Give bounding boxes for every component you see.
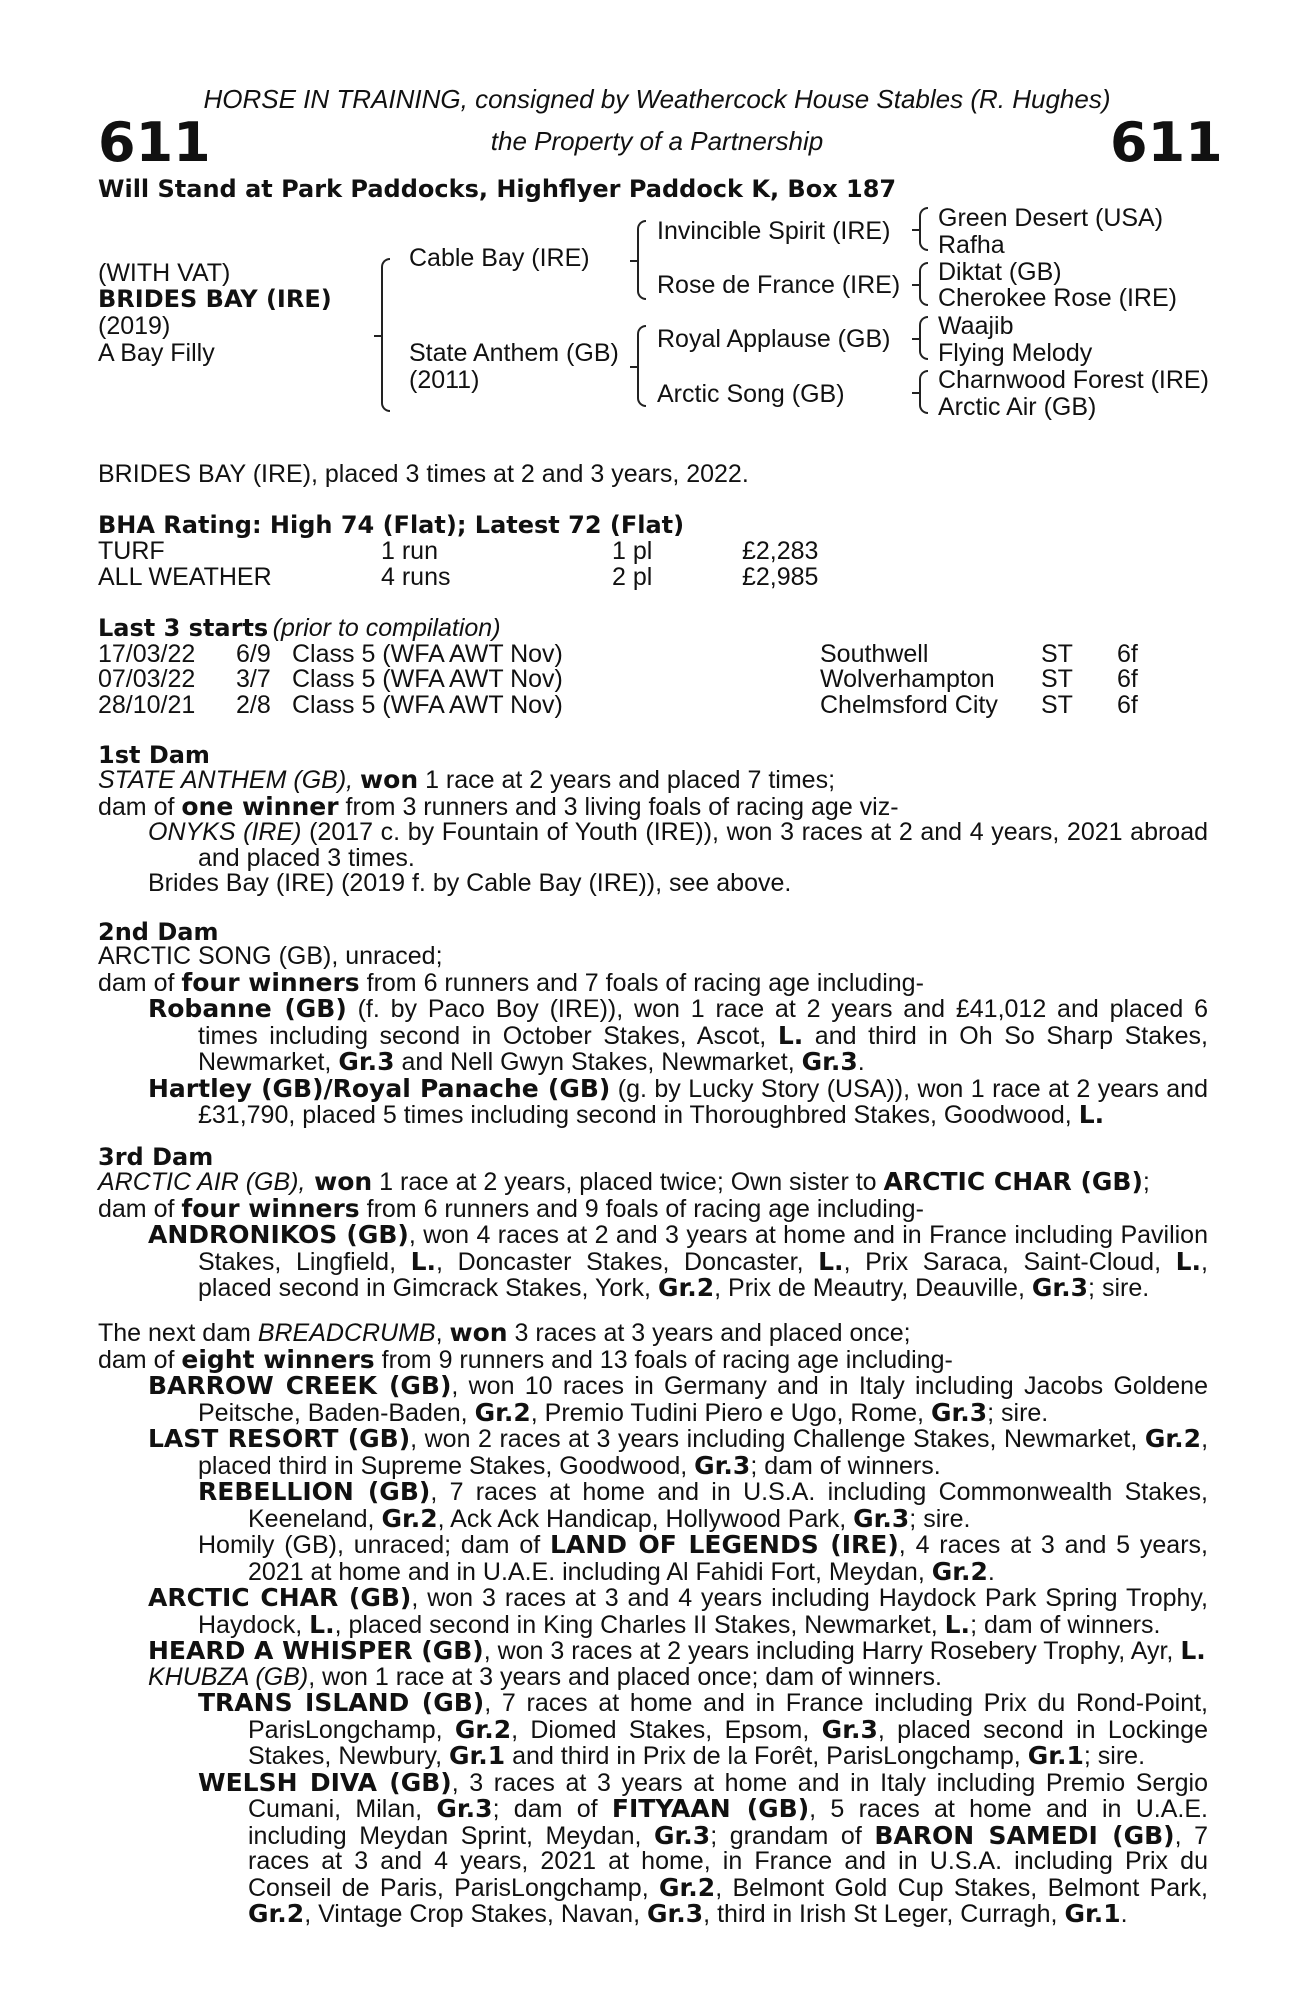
first-dam-foals: from 3 runners and 3 living foals of racing age viz- — [338, 792, 899, 821]
start-race: Class 5 (WFA AWT Nov) — [292, 691, 563, 719]
text: , placed third in Supreme Stakes, Goodwood, — [198, 1425, 1209, 1480]
grade: Gr.3 — [930, 1397, 988, 1427]
produce-homily — [98, 1532, 1208, 1585]
grade: L. — [309, 1609, 335, 1639]
text: ; — [1142, 1168, 1150, 1196]
start-race: Class 5 (WFA AWT Nov) — [292, 665, 563, 693]
text: and third in Prix de la Forêt, ParisLongchamp, — [505, 1742, 1028, 1770]
grade: Gr.3 — [694, 1450, 751, 1480]
start-course: Chelmsford City — [820, 691, 998, 719]
text: ; dam of winners. — [750, 1451, 941, 1480]
produce-trans-island — [98, 1690, 1208, 1770]
sire-dam: Rose de France (IRE) — [657, 271, 901, 299]
consignor-line: HORSE IN TRAINING, consigned by Weathercock House Stables (R. Hughes) — [203, 84, 1111, 114]
text: . — [987, 1557, 995, 1586]
dam-sire-sire: Waajib — [938, 312, 1014, 340]
dam-sire-dam: Flying Melody — [938, 339, 1093, 367]
brace-3c — [919, 316, 928, 360]
dam: State Anthem (GB) — [409, 339, 619, 367]
lot-number-left: 611 — [98, 111, 211, 174]
grade: Gr.3 — [654, 1820, 711, 1850]
grade: L. — [1175, 1246, 1202, 1276]
text: , 3 races at 3 years at home and in Italy including Premio Sergio Cumani, Milan, — [248, 1768, 1208, 1823]
first-dam-heading: 1st Dam — [98, 741, 210, 769]
produce-detail: (2017 c. by Fountain of Youth (IRE)), won 3 races at 2 and 4 years, 2021 abroad and placed 3 times. — [198, 818, 1209, 872]
rating-runs: 4 runs — [381, 563, 451, 591]
text: , 7 races at 3 and 4 years, 2021 at home, in France and in U.S.A. including Prix du Conseil de Paris, ParisLongchamp, — [248, 1821, 1209, 1902]
start-position: 2/8 — [236, 691, 271, 719]
grade: Gr.3 — [853, 1503, 910, 1533]
text: , Premio Tudini Piero e Ugo, Rome, — [530, 1398, 931, 1427]
produce-name: WELSH DIVA (GB) — [198, 1767, 452, 1797]
text: , 7 races at home and in France including Prix du Rond-Point, ParisLongchamp, — [248, 1689, 1208, 1744]
dam-sire: Royal Applause (GB) — [657, 325, 891, 353]
rating-heading: BHA Rating: High 74 (Flat); Latest 72 (Flat) — [98, 511, 685, 539]
text: ; dam of — [492, 1795, 612, 1823]
start-race: Class 5 (WFA AWT Nov) — [292, 640, 563, 668]
grade: Gr.2 — [248, 1899, 305, 1928]
text: , won 3 races at 3 and 4 years including Haydock Park Spring Trophy, Haydock, — [198, 1584, 1208, 1639]
text: , 4 races at 3 and 5 years, 2021 at home and in U.A.E. including Al Fahidi Fort, Meydan, — [248, 1531, 1208, 1586]
text: , won 4 races at 2 and 3 years at home and in France including Pavilion Stakes, Lingfield, — [198, 1221, 1208, 1276]
summary-line: BRIDES BAY (IRE), placed 3 times at 2 and 3 years, 2022. — [98, 460, 749, 488]
produce-name: LAST RESORT (GB) — [148, 1424, 411, 1453]
grade: L. — [1078, 1100, 1105, 1129]
produce-name: HEARD A WHISPER (GB) — [148, 1636, 484, 1665]
rating-prize: £2,283 — [742, 537, 819, 565]
start-course: Southwell — [820, 640, 929, 668]
brace-3b — [919, 262, 928, 306]
starts-note: (prior to compilation) — [272, 614, 501, 642]
grade: Gr.3 — [646, 1899, 704, 1928]
text: , won 10 races in Germany and in Italy including Jacobs Goldene Peitsche, Baden-Baden, — [198, 1372, 1208, 1427]
dam-brace — [637, 325, 646, 407]
rating-prize: £2,985 — [742, 563, 819, 591]
text: , 7 races at home and in U.S.A. including Commonwealth Stakes, Keeneland, — [248, 1478, 1208, 1533]
text: (g. by Lucky Story (USA)), won 1 race at 2 years and £31,790, placed 5 times including second in Thoroughbred Stakes, Goodwood, — [198, 1074, 1208, 1129]
text: , placed second in Lockinge Stakes, Newbury, — [248, 1715, 1208, 1770]
text: , Prix Saraca, Saint-Cloud, — [843, 1247, 1176, 1276]
produce-brides-bay: Brides Bay (IRE) (2019 f. by Cable Bay (IRE)), see above. — [148, 869, 792, 897]
first-dam-record: 1 race at 2 years and placed 7 times; — [418, 766, 836, 794]
text: , placed second in King Charles II Stakes, Newmarket, — [334, 1610, 945, 1639]
starts-heading-line — [98, 614, 501, 643]
sire-sire: Invincible Spirit (IRE) — [657, 217, 891, 245]
first-dam-section — [98, 767, 1208, 897]
dam-of-label: dam of — [98, 1345, 182, 1374]
property-line: the Property of a Partnership — [490, 126, 824, 156]
second-dam-name: ARCTIC SONG (GB), unraced; — [98, 942, 443, 970]
stand-location: Will Stand at Park Paddocks, Highflyer Paddock K, Box 187 — [98, 175, 897, 203]
text: and Nell Gwyn Stakes, Newmarket, — [394, 1048, 802, 1076]
text: , Diomed Stakes, Epsom, — [511, 1715, 822, 1744]
grade: Gr.2 — [659, 1872, 716, 1902]
text: , Vintage Crop Stakes, Navan, — [304, 1900, 647, 1928]
text: and third in Oh So Sharp Stakes, Newmarket, — [198, 1021, 1208, 1076]
grade: Gr.3 — [1031, 1273, 1089, 1302]
produce-name: KHUBZA (GB) — [148, 1662, 309, 1691]
first-dam-name: STATE ANTHEM (GB), — [98, 766, 354, 794]
produce-hartley — [98, 1073, 1208, 1129]
third-dam-heading: 3rd Dam — [98, 1143, 214, 1171]
grade: L. — [818, 1246, 844, 1276]
produce-arctic-char — [98, 1585, 1208, 1638]
grade: L. — [777, 1020, 804, 1050]
start-distance: 6f — [1117, 665, 1138, 693]
grade: Gr.2 — [931, 1556, 988, 1586]
won-label: won — [449, 1318, 508, 1347]
produce-name: BARROW CREEK (GB) — [148, 1371, 452, 1400]
text: ; sire. — [909, 1504, 971, 1533]
sire-dam-dam: Cherokee Rose (IRE) — [938, 284, 1177, 312]
rating-runs: 1 run — [381, 537, 438, 565]
text: Homily (GB), unraced; dam of — [198, 1531, 550, 1559]
start-distance: 6f — [1117, 691, 1138, 719]
grade: L. — [1180, 1636, 1206, 1665]
text: , Prix de Meautry, Deauville, — [714, 1274, 1032, 1302]
grade: Gr.1 — [1064, 1899, 1121, 1928]
start-going: ST — [1041, 665, 1073, 693]
text: , won 1 race at 3 years and placed once; dam of winners. — [308, 1662, 942, 1691]
produce-last-resort — [98, 1426, 1208, 1479]
text: , third in Irish St Leger, Curragh, — [703, 1900, 1065, 1928]
produce-robanne — [98, 996, 1208, 1076]
rating-surface: TURF — [98, 537, 165, 565]
produce-rebellion — [98, 1479, 1208, 1532]
text: from 9 runners and 13 foals of racing age including- — [374, 1345, 953, 1374]
start-date: 17/03/22 — [98, 640, 196, 668]
dam-year: (2011) — [409, 366, 480, 394]
winners-count: four winners — [181, 967, 360, 997]
grade: Gr.1 — [449, 1741, 506, 1770]
produce-name: ARCTIC CHAR (GB) — [148, 1583, 412, 1612]
text: The next dam — [98, 1319, 258, 1347]
text: , Ack Ack Handicap, Hollywood Park, — [437, 1504, 854, 1533]
produce-welsh-diva — [98, 1767, 1209, 1928]
sire-sire-dam: Rafha — [938, 231, 1005, 259]
winners-count: one winner — [181, 791, 339, 821]
start-date: 28/10/21 — [98, 691, 196, 719]
grade: Gr.2 — [1144, 1424, 1202, 1453]
text: ; sire. — [1088, 1274, 1150, 1302]
text: ; sire. — [1083, 1742, 1146, 1770]
rating-placed: 1 pl — [612, 537, 653, 565]
grade: Gr.2 — [474, 1397, 531, 1427]
horse-description: A Bay Filly — [98, 339, 215, 367]
winners-count: eight winners — [181, 1344, 375, 1374]
text: , won 2 races at 3 years including Challenge Stakes, Newmarket, — [410, 1425, 1145, 1453]
produce-khubza — [98, 1662, 1208, 1691]
sister-name: ARCTIC CHAR (GB) — [883, 1167, 1143, 1196]
text: , placed second in Gimcrack Stakes, York, — [198, 1247, 1208, 1302]
grade: Gr.3 — [338, 1047, 395, 1076]
third-dam-section — [98, 1169, 1208, 1302]
text: 1 race at 2 years, placed twice; Own sister to — [372, 1168, 884, 1196]
grade: Gr.2 — [657, 1273, 715, 1302]
dam-dam-sire: Charnwood Forest (IRE) — [938, 366, 1209, 394]
grade: Gr.2 — [454, 1714, 512, 1744]
brace-3d — [919, 370, 928, 414]
winners-count: four winners — [181, 1193, 360, 1223]
produce-name: REBELLION (GB) — [198, 1477, 431, 1506]
text: , — [435, 1319, 450, 1347]
dam-of-label: dam of — [98, 968, 182, 997]
won-label: won — [305, 1167, 373, 1196]
dam-dam: Arctic Song (GB) — [657, 380, 845, 408]
text: . — [1120, 1900, 1128, 1928]
lot-number-right: 611 — [1110, 111, 1223, 174]
produce-name: Hartley (GB)/Royal Panache (GB) — [148, 1073, 611, 1103]
dam-of-label: dam of — [98, 1194, 182, 1223]
next-dam-name: BREADCRUMB — [257, 1319, 436, 1347]
dam-dam-dam: Arctic Air (GB) — [938, 393, 1097, 421]
text: ; sire. — [987, 1398, 1049, 1427]
produce-name: TRANS ISLAND (GB) — [198, 1688, 485, 1717]
sire: Cable Bay (IRE) — [409, 244, 590, 272]
grade: Gr.1 — [1027, 1741, 1084, 1770]
grade: Gr.3 — [436, 1794, 493, 1823]
grade: Gr.3 — [821, 1714, 878, 1744]
produce-name: BARON SAMEDI (GB) — [874, 1820, 1175, 1850]
start-date: 07/03/22 — [98, 665, 196, 693]
start-course: Wolverhampton — [820, 665, 995, 693]
starts-heading: Last 3 starts — [98, 614, 269, 642]
start-position: 6/9 — [236, 640, 271, 668]
start-distance: 6f — [1117, 640, 1138, 668]
text: ; grandam of — [710, 1821, 875, 1850]
next-dam-section — [98, 1320, 1208, 1928]
produce-barrow-creek — [98, 1373, 1208, 1426]
produce-andronikos — [98, 1222, 1208, 1302]
text: 3 races at 3 years and placed once; — [507, 1319, 911, 1347]
second-dam-foals: from 6 runners and 7 foals of racing age including- — [359, 968, 924, 997]
start-going: ST — [1041, 640, 1073, 668]
grade: Gr.3 — [801, 1047, 858, 1076]
sire-dam-sire: Diktat (GB) — [938, 258, 1062, 286]
second-dam-section — [98, 944, 1208, 1129]
pedigree-brace — [381, 258, 390, 412]
vat-note: (WITH VAT) — [98, 259, 231, 287]
text: ; dam of winners. — [970, 1610, 1161, 1639]
produce-name: ANDRONIKOS (GB) — [148, 1220, 409, 1249]
rating-placed: 2 pl — [612, 563, 653, 591]
text: , 5 races at home and in U.A.E. including Meydan Sprint, Meydan, — [248, 1795, 1208, 1850]
grade: L. — [410, 1246, 437, 1276]
produce-heard-a-whisper — [98, 1638, 1208, 1665]
text: , Belmont Gold Cup Stakes, Belmont Park, — [715, 1873, 1208, 1902]
won-label: won — [360, 765, 419, 794]
text: (f. by Paco Boy (IRE)), won 1 race at 2 years and £41,012 and placed 6 times including second in October Stakes, Ascot, — [198, 995, 1209, 1050]
dam-of-label: dam of — [98, 792, 182, 821]
produce-onyks — [98, 820, 1208, 871]
produce-name: ONYKS (IRE) — [148, 818, 302, 846]
produce-name: Robanne (GB) — [148, 994, 347, 1023]
grade: L. — [944, 1609, 971, 1639]
horse-name: BRIDES BAY (IRE) — [98, 285, 332, 313]
third-dam-foals: from 6 runners and 9 foals of racing age including- — [359, 1194, 924, 1223]
start-going: ST — [1041, 691, 1073, 719]
brace-3a — [919, 207, 928, 251]
rating-surface: ALL WEATHER — [98, 563, 272, 591]
text: , won 3 races at 2 years including Harry Rosebery Trophy, Ayr, — [483, 1637, 1181, 1665]
text: , Doncaster Stakes, Doncaster, — [436, 1247, 819, 1276]
start-position: 3/7 — [236, 665, 271, 693]
second-dam-heading: 2nd Dam — [98, 918, 219, 946]
third-dam-name: ARCTIC AIR (GB), — [98, 1168, 306, 1196]
produce-name: LAND OF LEGENDS (IRE) — [550, 1530, 899, 1559]
produce-name: FITYAAN (GB) — [611, 1794, 810, 1823]
horse-year: (2019) — [98, 312, 171, 340]
text: . — [857, 1048, 865, 1076]
sire-sire-sire: Green Desert (USA) — [938, 204, 1164, 232]
sire-brace — [637, 220, 646, 300]
grade: Gr.2 — [381, 1503, 438, 1533]
